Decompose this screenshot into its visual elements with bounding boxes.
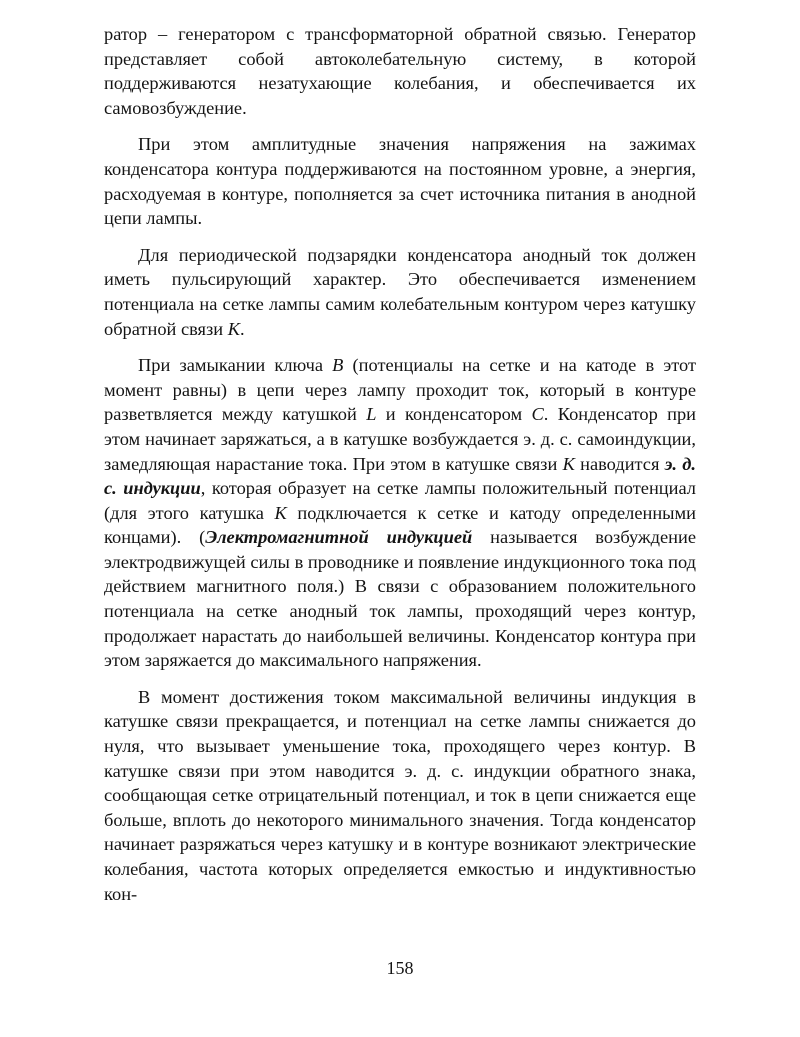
paragraph-4-text-4: . Конденсатор при этом начинает заряжаться, а в катушке возбуждается э. д. с. самоиндукции, замедляющая нарастание тока. При этом в катушке связи [104, 404, 697, 474]
paragraph-4-text-1: При замыкании ключа [138, 355, 333, 376]
paragraph-4-text-2: (потенциалы на сетке и на катоде в этот момент равны) в цепи через лампу проходит ток, который в контуре разветвляется между катушкой [104, 355, 696, 425]
paragraph-4-text-7: подключается к сетке и катоду определенными концами). ( [104, 502, 697, 548]
coil-k-symbol: К [274, 502, 287, 523]
coil-k-symbol: К [562, 453, 575, 474]
coil-l-symbol: L [366, 404, 377, 425]
emf-induction-term: э. д. с. индукции [104, 453, 696, 499]
paragraph-4-text-6: , которая образует на сетке лампы положительный потенциал (для этого катушка [104, 478, 696, 523]
page-number: 158 [386, 958, 414, 978]
coil-k-symbol: К [227, 318, 240, 339]
paragraph-4-text-5: наводится [574, 453, 665, 474]
paragraph-5: В момент достижения током максимальной величины индукция в катушке связи прекращается, и потенциал на сетке лампы снижается до нуля, что вызывает уменьшение тока, проходящего через контур. В катушке связи при этом наводится э. д. с. индукции обратного знака, сообщающая сетке отрицательный потенциал, и ток в цепи снижается еще больше, вплоть до некоторого минимального значения. Тогда конденсатор начинает разряжаться через катушку и в контуре возникают электрические колебания, частота которых определяется емкостью и индуктивностью кон- [104, 686, 696, 904]
paragraph-3 [104, 243, 696, 341]
paragraph-4-text-8: называется возбуждение электродвижущей силы в проводнике и появление индукционного тока под действием магнитного поля.) В связи с образованием положительного потенциала на сетке анодный ток лампы, проходящий через контур, продолжает нарастать до наибольшей величины. Конденсатор контура при этом заряжается до максимального напряжения. [104, 527, 696, 671]
paragraph-2: При этом амплитудные значения напряжения на зажимах конденсатора контура поддерживаются на постоянном уровне, а энергия, расходуемая в контуре, пополняется за счет источника питания в анодной цепи лампы. [104, 134, 696, 229]
paragraph-4-text-3: и конденсатором [376, 404, 532, 425]
book-page [104, 22, 696, 906]
capacitor-c-symbol: С [531, 404, 544, 425]
paragraph-1: ратор – генератором с трансформаторной обратной связью. Генератор представляет собой автоколебательную систему, в которой поддерживаются незатухающие колебания, и обеспечивается их самовозбуждение. [104, 24, 696, 118]
electromagnetic-induction-term: Электромагнитной индукцией [205, 527, 473, 548]
paragraph-3-end: . [239, 318, 245, 339]
paragraph-4 [104, 353, 696, 673]
paragraph-3-text: Для периодической подзарядки конденсатора анодный ток должен иметь пульсирующий характер. Это обеспечивается изменением потенциала на сетке лампы самим колебательным контуром через катушку обратной связи [104, 244, 696, 339]
key-b-symbol: В [332, 355, 344, 376]
